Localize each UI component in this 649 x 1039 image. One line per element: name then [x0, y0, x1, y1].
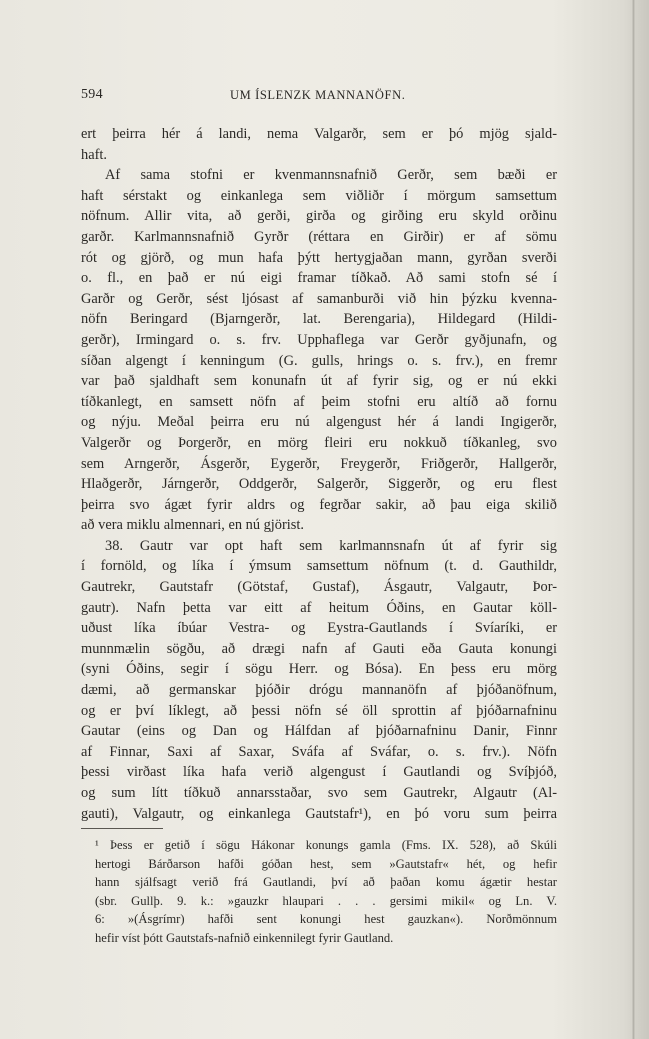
- text-line: dæmi, að germanskar þjóðir drógu mannanöfn af þjóðanöfnum,: [81, 682, 557, 699]
- text-line: nöfn Beringard (Bjarngerðr, lat. Berengaria), Hildegard (Hildi-: [81, 311, 557, 328]
- text-line: gerðr), Irmingard o. s. frv. Upphaflega var Gerðr gyðjunafn, og: [81, 331, 557, 348]
- text-line: gautr). Nafn þetta var eitt af heitum Óðins, en Gautar köll-: [81, 599, 557, 616]
- footnote-line: (sbr. Gullþ. 9. k.: »gauzkr hlaupari . . . gersimi mikil« og Ln. V.: [95, 893, 557, 908]
- text-line: uðust líka íbúar Vestra- og Eystra-Gautlands í Svíaríki, er: [81, 620, 557, 637]
- text-line: garðr. Karlmannsnafnið Gyrðr (réttara en Girðir) er af sömu: [81, 228, 557, 245]
- footnote-line: hann sjálfsagt verið frá Gautlandi, því að þaðan komu ágætir hestar: [95, 875, 557, 890]
- footnote-line: ¹ Þess er getið í sögu Hákonar konungs gamla (Fms. IX. 528), að Skúli: [95, 838, 557, 852]
- text-line: rót og gjörð, og mun hafa þýtt hertygjaðan mann, gyrðan sverði: [81, 249, 557, 266]
- text-line: Hlaðgerðr, Járngerðr, Oddgerðr, Salgerðr, Siggerðr, og eru flest: [81, 476, 557, 493]
- text-line: Af sama stofni er kvenmannsnafnið Gerðr, sem bæði er: [105, 167, 557, 184]
- text-line: o. fl., en það er nú eigi framar tíðkað. Að sami stofn sé í: [81, 270, 557, 287]
- text-line: þessi virðast líka hafa verið algengust í Gautlandi og Svíþjóð,: [81, 764, 557, 781]
- page-number: 594: [81, 87, 103, 102]
- text-line: 38. Gautr var opt haft sem karlmannsnafn út af fyrir sig: [105, 537, 557, 554]
- page-gutter-shadow: [632, 0, 635, 1039]
- text-line: Gautrekr, Gautstafr (Götstaf, Gustaf), Ásgautr, Valgautr, Þor-: [81, 579, 557, 596]
- footnote-line: 6: »(Ásgrímr) hafði sent konungi hest gauzkan«). Norðmönnum: [95, 912, 557, 927]
- text-line: og er því líklegt, að þessi nöfn sé öll sprottin af þjóðarnafninu: [81, 702, 557, 719]
- text-line: munnmælin sögðu, að drægi nafn af Gauti eða Gauta konungi: [81, 640, 557, 657]
- text-line: nöfnum. Allir vita, að gerði, girða og girðing eru skyld orðinu: [81, 208, 557, 225]
- footnote-line: hertogi Bárðarson hafði góðan hest, sem »Gautstafr« hét, og hefir: [95, 856, 557, 871]
- footnote-line: hefir víst þótt Gautstafs-nafnið einkennilegt fyrir Gautland.: [95, 930, 394, 945]
- running-title: UM ÍSLENZK MANNANÖFN.: [230, 88, 406, 102]
- body-text: [81, 124, 557, 824]
- text-line: af Finnar, Saxi af Saxar, Sváfa af Sváfar, o. s. frv.). Nöfn: [81, 743, 557, 760]
- text-line: og nýju. Meðal þeirra eru nú algengust hér á landi Ingigerðr,: [81, 414, 557, 431]
- text-line: Gautar (eins og Dan og Hálfdan af þjóðarnafninu Danir, Finnr: [81, 723, 557, 740]
- text-line: (syni Óðins, segir í sögu Herr. og Bósa). En þess eru mörg: [81, 661, 557, 678]
- text-line: Valgerðr og Þorgerðr, en mörg fleiri eru nokkuð tíðkanleg, svo: [81, 434, 557, 451]
- text-line: þeirra svo ágæt fyrir aldrs og fegrðar sakir, að þau eiga skilið: [81, 496, 557, 513]
- footnote-divider: [81, 828, 163, 829]
- text-line: að vera miklu almennari, en nú gjörist.: [81, 517, 304, 534]
- text-line: haft sérstakt og einkanlega sem viðliðr í mörgum samsettum: [81, 187, 557, 204]
- footnotes: [81, 836, 557, 948]
- text-line: sem Arngerðr, Ásgerðr, Eygerðr, Freygerðr, Friðgerðr, Hallgerðr,: [81, 455, 557, 472]
- page-header: [81, 87, 551, 107]
- text-line: gauti), Valgautr, og einkanlega Gautstafr¹), en þó voru sum þeirra: [81, 805, 557, 822]
- text-line: var það sjaldhaft sem konunafn út af fyrir sig, og er nú ekki: [81, 373, 557, 390]
- text-line: haft.: [81, 146, 107, 163]
- text-line: í fornöld, og líka í ýmsum samsettum nöfnum (t. d. Gauthildr,: [81, 558, 557, 575]
- text-line: síðan algengt í kenningum (G. gulls, hrings o. s. frv.), en fremr: [81, 352, 557, 369]
- text-line: tíðkanlegt, en samsett nöfn af þeim stofni eru altíð að fornu: [81, 393, 557, 410]
- text-line: og sum lítt tíðkuð annarsstaðar, svo sem Gautrekr, Algautr (Al-: [81, 785, 557, 801]
- text-line: ert þeirra hér á landi, nema Valgarðr, sem er þó mjög sjald-: [81, 126, 557, 142]
- text-line: Garðr og Gerðr, sést ljósast af samanburði við hin þýzku kvenna-: [81, 290, 557, 307]
